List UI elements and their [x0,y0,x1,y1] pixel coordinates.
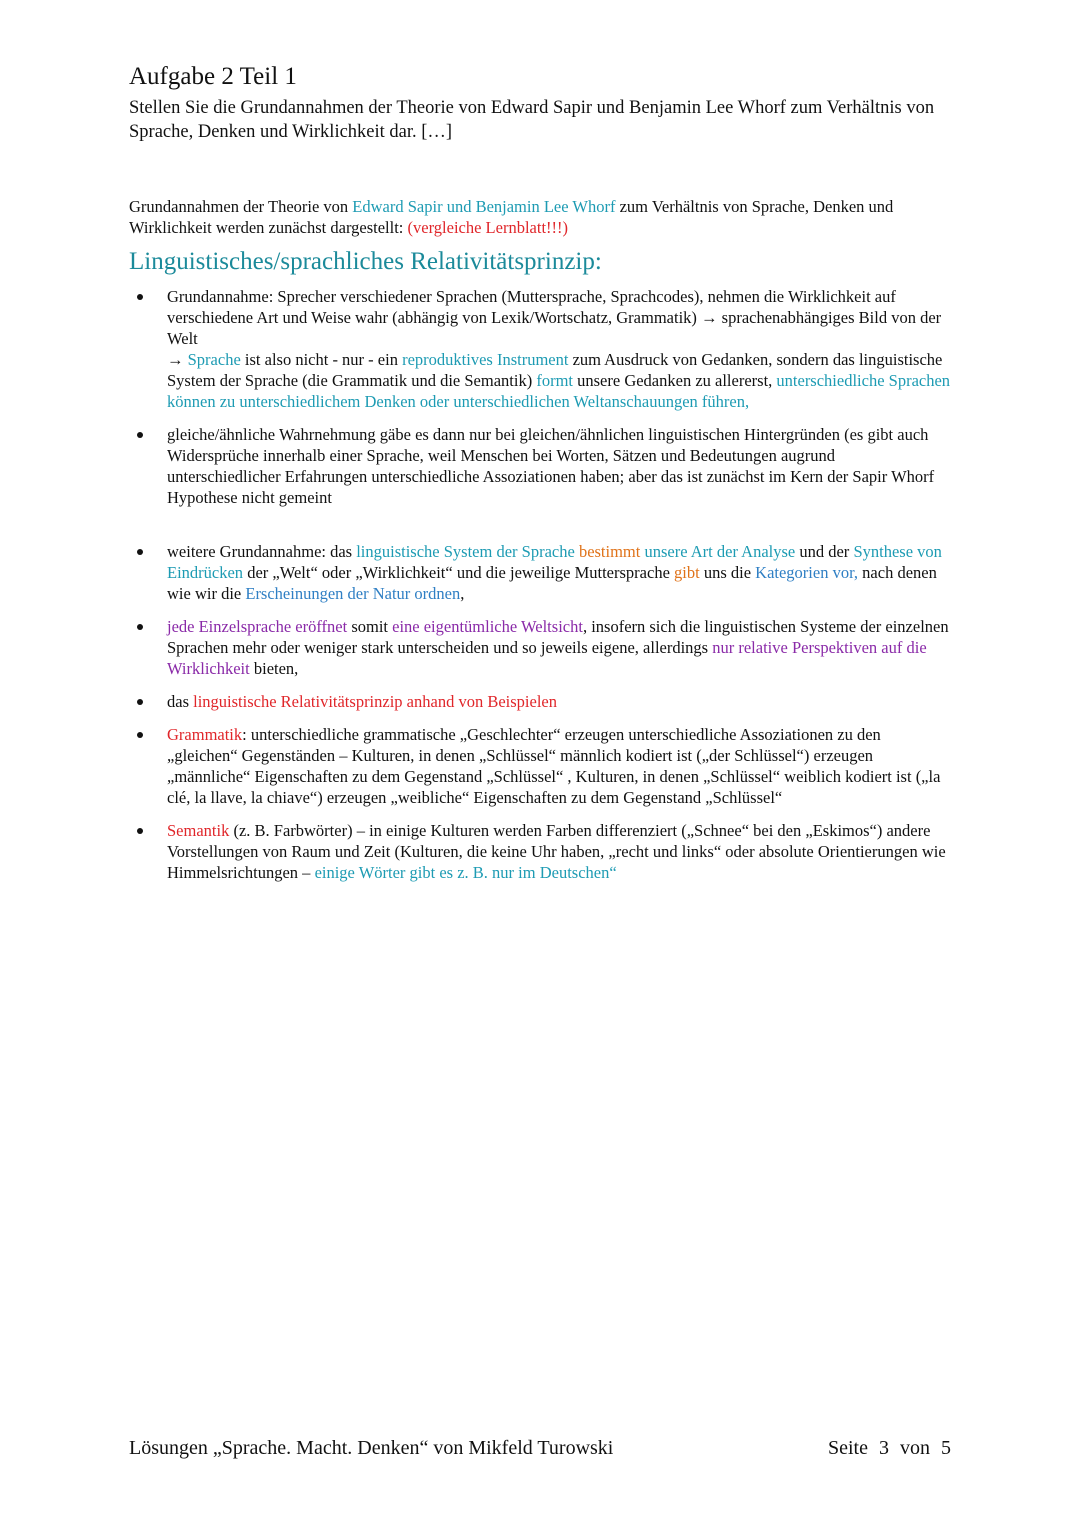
highlight: formt [536,371,573,390]
highlight: bestimmt [574,542,641,561]
highlight: gibt [674,563,700,582]
highlight: linguistische Relativitätsprinzip anhand von Beispielen [193,692,557,711]
list-item [129,616,951,679]
bullet-text: Grundannahme: Sprecher verschiedener Sprachen (Muttersprache, Sprachcodes), nehmen die Wirklichkeit auf verschiedene Art und Weise wahr (abhängig von Lexik/Wortschatz, Grammatik) → sprachenabhängiges Bild von der Welt [167,287,942,348]
bullet-text: und der [795,542,854,561]
list-item [129,541,951,604]
bullet-icon [137,294,143,300]
highlight: Erscheinungen der Natur ordnen [245,584,461,603]
highlight: Synthese von Eindrücken [167,542,942,582]
intro-text: zum Verhältnis von Sprache, Denken und Wirklichkeit werden zunächst dargestellt: [129,197,894,237]
highlight: Sprache [187,350,241,369]
highlight: Grammatik [167,725,243,744]
list-item [129,691,951,712]
highlight: unsere Art der Analyse [640,542,796,561]
footer-source: Lösungen „Sprache. Macht. Denken“ von Mikfeld Turowski [129,1437,614,1459]
bullet-text: somit [347,617,393,636]
footer-page-number: Seite 3 von 5 [828,1437,951,1459]
intro-text: Grundannahmen der Theorie von [129,197,353,216]
arrow-icon: → [167,350,188,369]
bullet-text: zum Ausdruck von Gedanken, sondern das linguistische System der Sprache (die Grammatik und die Semantik) [167,350,943,390]
highlight: Semantik [167,821,230,840]
task-title: Aufgabe 2 Teil 1 [129,63,297,90]
highlight: unterschiedliche Sprachen können zu unterschiedlichem Denken oder unterschiedlichen Weltanschauungen führen, [167,371,951,411]
highlight: eine eigentümliche Weltsicht [392,617,583,636]
bullet-text: , [460,584,465,603]
highlight: linguistische System der Sprache [356,542,575,561]
bullet-text: unsere Gedanken zu allererst, [573,371,777,390]
intro-names: Edward Sapir und Benjamin Lee Whorf [352,197,616,216]
bullet-icon [137,732,143,738]
bullet-text: bieten, [249,659,299,678]
page-footer [129,1437,951,1465]
bullet-text: weitere Grundannahme: das [167,542,357,561]
bullet-text: nach denen wie wir die [167,563,937,603]
highlight: nur relative Perspektiven auf die Wirklichkeit [167,638,927,678]
highlight: Kategorien vor, [755,563,859,582]
bullet-text: der „Welt“ oder „Wirklichkeit“ und die jeweilige Muttersprache [243,563,675,582]
list-item [129,424,951,508]
bullet-text: ist also nicht - nur - ein [240,350,403,369]
bullet-icon [137,432,143,438]
intro-note: (vergleiche Lernblatt!!!) [407,218,569,237]
bullet-icon [137,699,143,705]
list-item [129,286,951,412]
highlight: reproduktives Instrument [402,350,569,369]
section-heading: Linguistisches/sprachliches Relativitätsprinzip: [129,248,602,275]
list-item [129,724,951,808]
bullet-icon [137,549,143,555]
bullet-text: uns die [699,563,756,582]
document-page [129,60,951,883]
list-item [129,820,951,883]
bullet-list [129,286,951,883]
bullet-icon [137,828,143,834]
task-text: Stellen Sie die Grundannahmen der Theorie von Edward Sapir und Benjamin Lee Whorf zum Verhältnis von Sprache, Denken und Wirklichkeit dar. […] [129,98,935,142]
bullet-text: das [167,692,194,711]
intro-paragraph [129,196,951,238]
bullet-text: gleiche/ähnliche Wahrnehmung gäbe es dann nur bei gleichen/ähnlichen linguistischen Hintergründen (es gibt auch Widersprüche innerhalb einer Sprache, weil Menschen bei Worten, Sätzen und Bedeutungen augrund unterschiedlicher Erfahrungen unterschiedliche Assoziationen haben; aber das ist zunächst im Kern der Sapir Whorf Hypothese nicht gemeint [167,425,935,507]
bullet-text: : unterschiedliche grammatische „Geschlechter“ erzeugen unterschiedliche Assoziationen zu den „gleichen“ Gegenständen – Kulturen, in denen „Schlüssel“ männlich kodiert ist („der Schlüssel“) erzeugen „männliche“ Eigenschaften zu dem Gegenstand „Schlüssel“ , Kulturen, in denen „Schlüssel“ weiblich kodiert ist („la clé, la llave, la chiave“) erzeugen „weibliche“ Eigenschaften zu dem Gegenstand „Schlüssel“ [167,725,941,807]
highlight: einige Wörter gibt es z. B. nur im Deutschen“ [314,863,617,882]
highlight: jede Einzelsprache eröffnet [167,617,348,636]
bullet-icon [137,624,143,630]
bullet-text: , insofern sich die linguistischen Systeme der einzelnen Sprachen mehr oder weniger stark unterscheiden und so jeweils eigene, allerdings [167,617,949,657]
bullet-text: (z. B. Farbwörter) – in einige Kulturen werden Farben differenziert („Schnee“ bei den „Eskimos“) andere Vorstellungen von Raum und Zeit (Kulturen, die keine Uhr haben, „recht und links“ oder absolute Orientierungen wie Himmelsrichtungen – [167,821,946,882]
